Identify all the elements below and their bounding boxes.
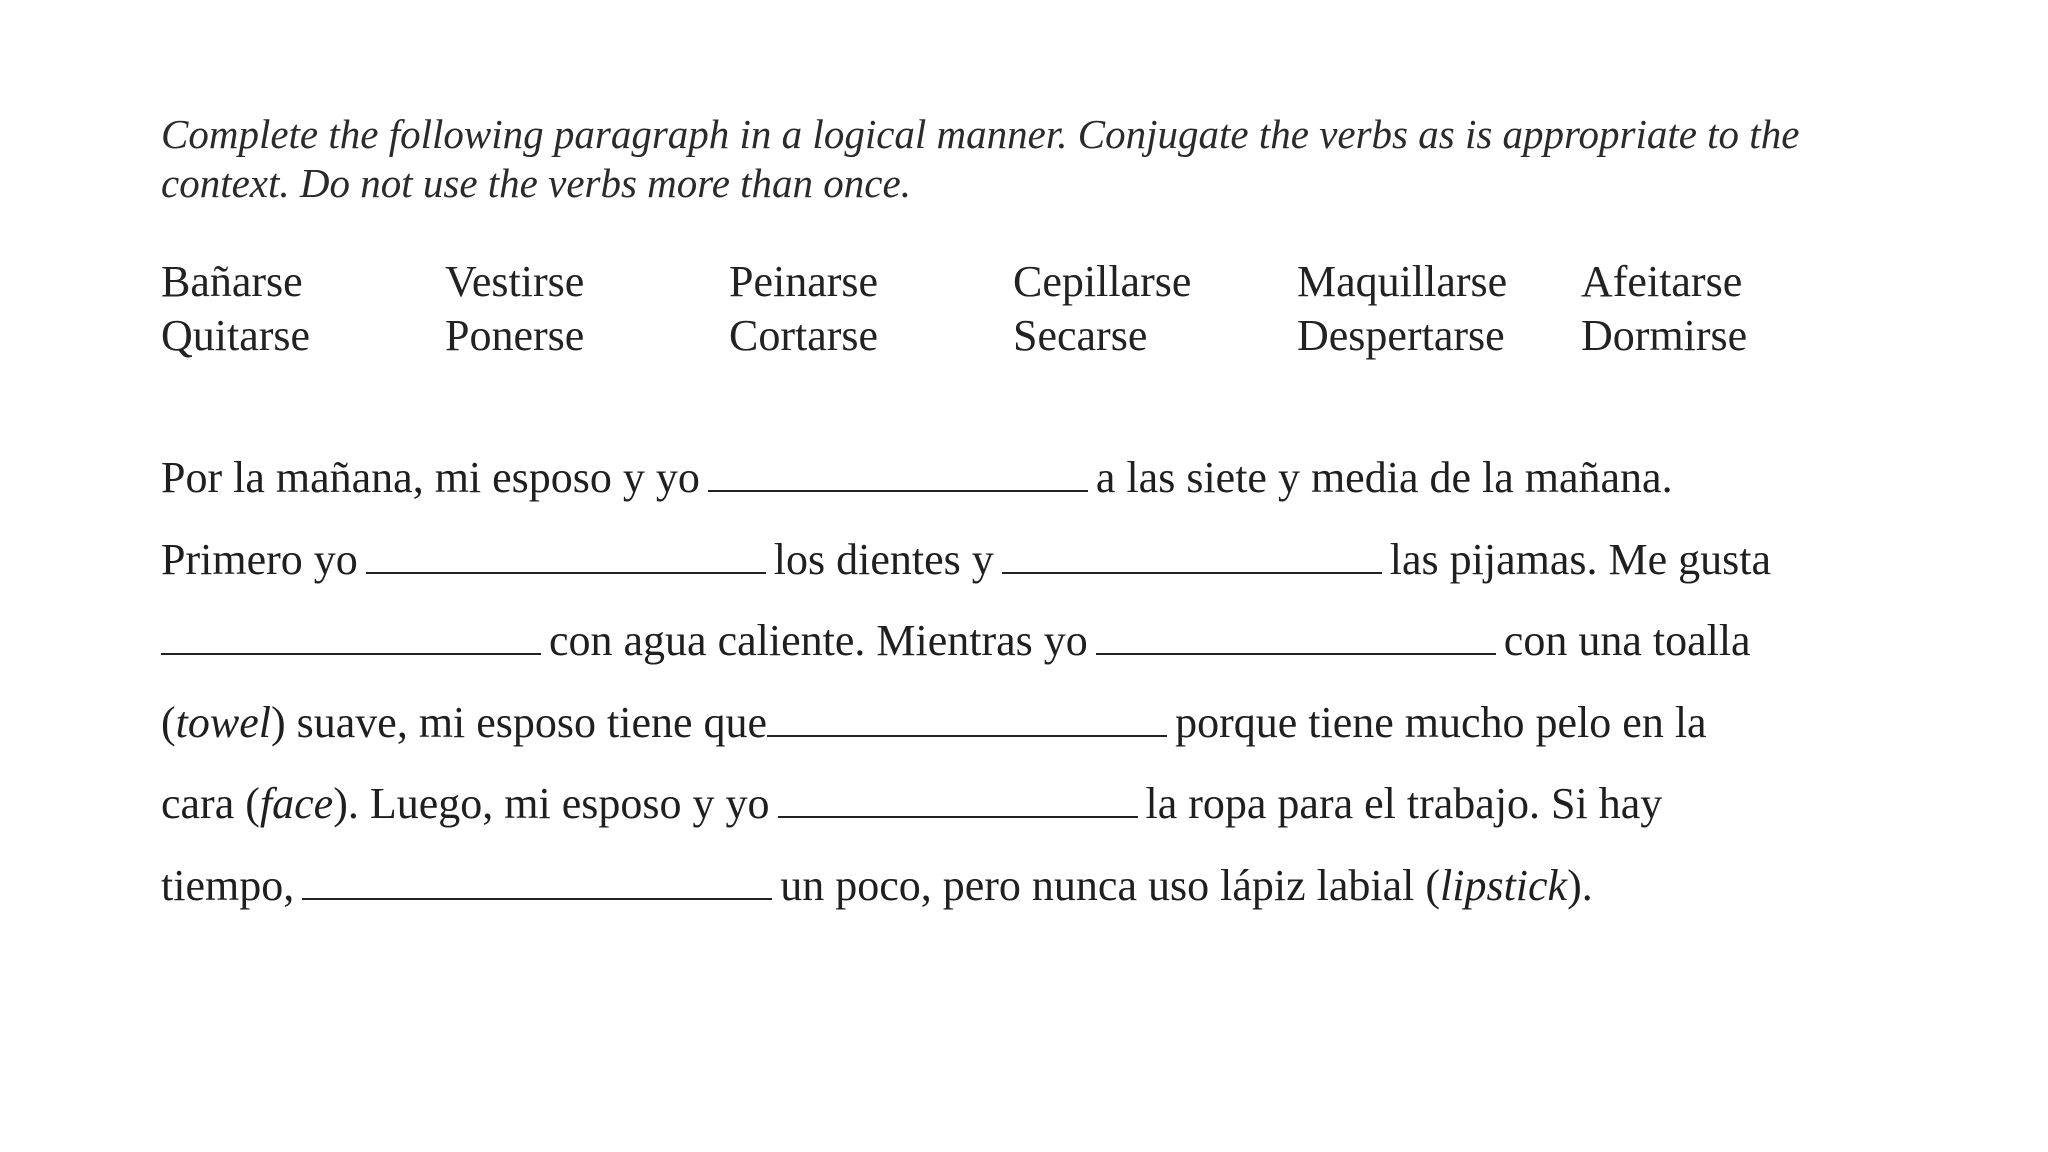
line6-italic-lipstick: lipstick (1440, 860, 1568, 910)
line3-text-a: con agua caliente. Mientras yo (549, 616, 1088, 665)
answer-blank-6[interactable] (767, 695, 1167, 737)
line4-text-a: ) suave, mi esposo tiene que (270, 697, 768, 747)
answer-blank-2[interactable] (366, 532, 766, 574)
paragraph-line-2 (161, 527, 1881, 609)
verb-maquillarse: Maquillarse (1297, 257, 1508, 306)
line5-text-a: cara ( (161, 779, 260, 828)
line6-text-b: un poco, pero nunca uso lápiz labial ( (780, 860, 1440, 910)
line1-text-b: a las siete y media de la mañana. (1095, 453, 1673, 502)
verb-bank (161, 255, 1801, 363)
verb-quitarse: Quitarse (161, 311, 311, 360)
answer-blank-5[interactable] (1096, 613, 1496, 655)
line4-text-b: porque tiene mucho pelo en la (1175, 697, 1707, 747)
verb-vestirse: Vestirse (445, 257, 585, 306)
verb-peinarse: Peinarse (729, 257, 879, 306)
paragraph-line-1 (161, 445, 1881, 527)
verb-banarse: Bañarse (161, 257, 303, 306)
paragraph-line-5 (161, 771, 1881, 853)
line6-text-a: tiempo, (161, 860, 295, 910)
line5-italic-face: face (259, 779, 334, 828)
verb-cepillarse: Cepillarse (1013, 257, 1192, 306)
fill-in-paragraph (161, 445, 1881, 934)
verb-afeitarse: Afeitarse (1581, 257, 1743, 306)
line4-open-paren: ( (161, 697, 176, 747)
answer-blank-1[interactable] (708, 450, 1088, 492)
answer-blank-3[interactable] (1002, 532, 1382, 574)
verb-despertarse: Despertarse (1297, 311, 1505, 360)
answer-blank-4[interactable] (161, 613, 541, 655)
line5-text-c: la ropa para el trabajo. Si hay (1145, 779, 1663, 828)
answer-blank-7[interactable] (778, 776, 1138, 818)
answer-blank-8[interactable] (302, 858, 772, 900)
verb-ponerse: Ponerse (445, 311, 585, 360)
line3-text-b: con una toalla (1503, 616, 1751, 665)
line2-text-c: las pijamas. Me gusta (1389, 534, 1772, 584)
line2-text-a: Primero yo (161, 534, 358, 584)
verb-cortarse: Cortarse (729, 311, 879, 360)
verb-secarse: Secarse (1013, 311, 1148, 360)
paragraph-line-3 (161, 608, 1881, 690)
verb-dormirse: Dormirse (1581, 311, 1748, 360)
paragraph-line-6 (161, 853, 1881, 935)
line6-text-c: ). (1567, 860, 1593, 910)
instructions-text: Complete the following paragraph in a logical manner. Conjugate the verbs as is appropriate to the context. Do not use the verbs more than once. (161, 111, 1800, 206)
paragraph-line-4 (161, 690, 1881, 772)
line2-text-b: los dientes y (773, 534, 994, 584)
line4-italic-towel: towel (175, 697, 271, 747)
line5-text-b: ). Luego, mi esposo y yo (333, 779, 770, 828)
line1-text-a: Por la mañana, mi esposo y yo (161, 453, 700, 502)
